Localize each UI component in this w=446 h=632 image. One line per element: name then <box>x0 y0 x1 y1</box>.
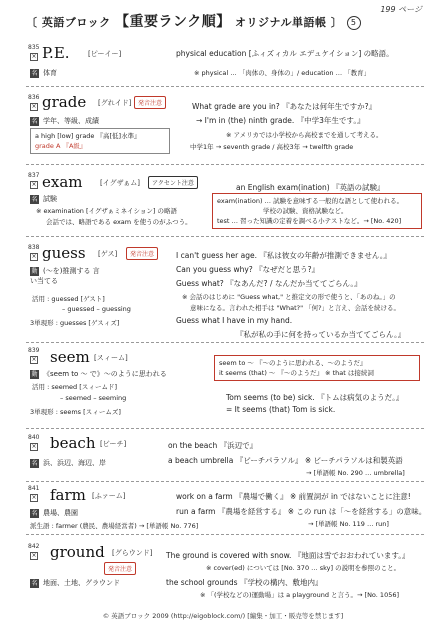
checkbox[interactable]: × <box>31 552 37 559</box>
note-line: ※ cover(ed) については [No. 370 … sky] の説明を参照のこと。 <box>206 564 401 572</box>
example-line: Guess what I have in my hand. <box>176 316 293 325</box>
note-line: 意味になる。言われた相手は "What?" 「何?」と言え、会話を続ける。 <box>190 304 400 312</box>
verb-form: – seemed – seeming <box>60 394 127 402</box>
entry-number: 839 <box>28 347 40 354</box>
reading: [ゲス] <box>98 250 118 258</box>
reading: [スィーム] <box>94 354 128 362</box>
meaning: 農場、農園 <box>43 509 78 517</box>
box-line: 学校の試験、資格試験など。 <box>263 207 348 215</box>
page-header <box>26 11 361 31</box>
example-line: = It seems (that) Tom is sick. <box>226 405 336 414</box>
box-line: a high [low] grade 『高[低]水準』 <box>35 132 141 140</box>
circle-badge: 5 <box>347 16 361 30</box>
pronunciation-tag: 発音注意 <box>104 562 136 575</box>
box-line: seem to ～ 『～のように思われる、～のようだ』 <box>219 359 367 367</box>
cross-reference[interactable]: → [単語帳 No. 290 … umbrella] <box>306 469 405 477</box>
divider <box>26 428 424 429</box>
pronunciation-tag: 発音注意 <box>126 247 158 260</box>
example-line: run a farm 『農場を経営する』 ※ この run は「～を経営する」の意味。 <box>176 507 427 516</box>
headword: guess <box>42 244 86 262</box>
reading: [ピーイー] <box>88 50 122 58</box>
headword: beach <box>50 434 96 452</box>
bracket-open: 〔 <box>26 16 38 29</box>
noun-badge: 名 <box>31 118 38 125</box>
entry-number: 836 <box>28 94 40 101</box>
meaning: 《seem to ～ で》～のように思われる <box>43 370 167 378</box>
entry-number: 837 <box>28 172 40 179</box>
verb-form: 活用 : seemed [スィームド] <box>32 383 117 391</box>
headword: seem <box>50 348 90 366</box>
checkbox[interactable]: × <box>31 103 37 110</box>
checkbox[interactable]: × <box>31 494 37 501</box>
headword: ground <box>50 543 105 561</box>
box-line: test … 習った知識の定着を調べる小テストなど。→ [No. 420] <box>217 217 402 225</box>
noun-badge: 名 <box>31 580 38 587</box>
example-line: What grade are you in? 『あなたは何年生ですか?』 <box>192 102 377 111</box>
footer: © 英語ブロック 2009 (http://eigoblock.com/) [編集・加工・販売等を禁じます] <box>102 612 344 620</box>
box-line: grade A 『A級』 <box>35 142 87 150</box>
divider <box>26 236 424 237</box>
verb-form: 活用 : guessed [ゲスト] <box>32 295 105 303</box>
noun-badge: 名 <box>31 196 38 203</box>
verb-form: – guessed – guessing <box>62 305 131 313</box>
checkbox[interactable]: × <box>31 181 37 188</box>
noun-badge: 名 <box>31 510 38 517</box>
reading: [ビーチ] <box>100 440 127 448</box>
headword: grade <box>42 93 87 111</box>
noun-badge: 名 <box>31 460 38 467</box>
divider <box>26 342 424 343</box>
headword: farm <box>50 486 86 504</box>
verb-form: 3単現形 : seems [スィームズ] <box>30 408 121 416</box>
meaning: 地面、土地、グラウンド <box>43 579 120 587</box>
entry-number: 840 <box>28 434 40 441</box>
header-title: 【重要ランク順】 <box>114 14 231 30</box>
reading: [グらウンド] <box>112 549 153 557</box>
reading: [グれイド] <box>98 99 132 107</box>
accent-tag: アクセント注意 <box>148 176 198 189</box>
meaning: 浜、浜辺、海辺、岸 <box>43 459 106 467</box>
meaning: 学年、等級、成績 <box>43 117 99 125</box>
checkbox[interactable]: × <box>31 253 37 260</box>
cross-reference[interactable]: → [単語帳 No. 119 … run] <box>308 520 389 528</box>
example-line: The ground is covered with snow. 『地面は雪でおおわれています。』 <box>166 551 410 560</box>
checkbox[interactable]: × <box>31 53 37 60</box>
note-line: ※ physical … 「肉体の、身体の」/ education … 「教育」 <box>194 69 371 77</box>
meaning: (～を)推測する 言い当てる <box>30 267 100 285</box>
note-line: 中学1年 → seventh grade / 高校3年 → twelfth grade <box>190 143 354 151</box>
note-line: ※ 会話のはじめに "Guess what," と推定文の形で使うと、「あのね。」の <box>182 293 396 301</box>
entry-number: 838 <box>28 244 40 251</box>
noun-badge: 名 <box>31 70 38 77</box>
bracket-close: 〕 <box>330 16 343 29</box>
divider <box>26 86 424 87</box>
checkbox[interactable]: × <box>31 443 37 450</box>
page-number: 199 ページ <box>380 5 422 14</box>
note-line: physical education [ふィズィカル エデュケイション] の略語。 <box>176 49 394 58</box>
reading: [イグザぁム] <box>100 179 141 187</box>
meaning: 体育 <box>43 69 57 77</box>
headword: P.E. <box>42 44 70 62</box>
brand-name: 英語ブロック <box>41 16 111 29</box>
checkbox[interactable]: × <box>31 356 37 363</box>
box-line: exam(ination) … 試験を意味する一般的な語として使われる。 <box>217 197 404 205</box>
headword: exam <box>42 173 83 191</box>
example-line: work on a farm 『農場で働く』 ※ 前置詞が in ではないことに注意! <box>176 492 411 501</box>
example-line: I can't guess her age. 『私は彼女の年齢が推測できません。』 <box>176 251 392 260</box>
example-line: 『私が私の手に何を持っているか当ててごらん。』 <box>236 330 406 339</box>
note-line: ※ アメリカでは小学校から高校までを通して考える。 <box>226 131 383 139</box>
reading: [ふァーム] <box>92 492 126 500</box>
example-line: → I'm in (the) ninth grade. 『中学3年生です。』 <box>196 116 365 125</box>
divider <box>26 534 424 535</box>
header-subtitle: オリジナル単語帳 <box>235 16 327 29</box>
derivative-line: 派生語 : farmer (農民、農場経営者) → [単語帳 No. 776] <box>30 522 199 530</box>
note-line: ※ examination [イグザぁミネイション] の略語 <box>36 207 177 215</box>
entry-number: 835 <box>28 44 40 51</box>
verb-badge: 動 <box>31 268 38 275</box>
box-line: it seems (that) ～ 『～のようだ』 ※ that は接続詞 <box>219 369 374 377</box>
example-line: Guess what? 『なあんだ? / なんだか当ててごらん。』 <box>176 279 362 288</box>
example-line: Tom seems (to be) sick. 『トムは病気のようだ。』 <box>226 393 404 402</box>
verb-form: 3単現形 : guesses [ゲスィズ] <box>30 319 120 327</box>
entry-number: 842 <box>28 543 40 550</box>
example-line: a beach umbrella 『ビーチパラソル』 ※ ビーチパラソルは和製英語 <box>168 456 403 465</box>
divider <box>26 481 424 482</box>
pronunciation-tag: 発音注意 <box>134 96 166 109</box>
note-line: ※ 「(学校などの)運動場」は a playground と言う。→ [No. 1056] <box>200 591 400 599</box>
divider <box>26 164 424 165</box>
usage-box <box>212 193 422 229</box>
usage-box <box>214 355 420 381</box>
verb-badge: 動 <box>31 371 38 378</box>
entry-number: 841 <box>28 485 40 492</box>
example-line: on the beach 『浜辺で』 <box>168 441 258 450</box>
example-box <box>30 128 170 154</box>
meaning: 試験 <box>43 195 57 203</box>
note-line: 会話では、略語である exam を使うのがふつう。 <box>46 218 192 226</box>
example-line: the school grounds 『学校の構内、敷地内』 <box>166 578 323 587</box>
example-line: Can you guess why? 『なぜだと思う?』 <box>176 265 320 274</box>
example-line: an English exam(ination) 『英語の試験』 <box>236 183 385 192</box>
